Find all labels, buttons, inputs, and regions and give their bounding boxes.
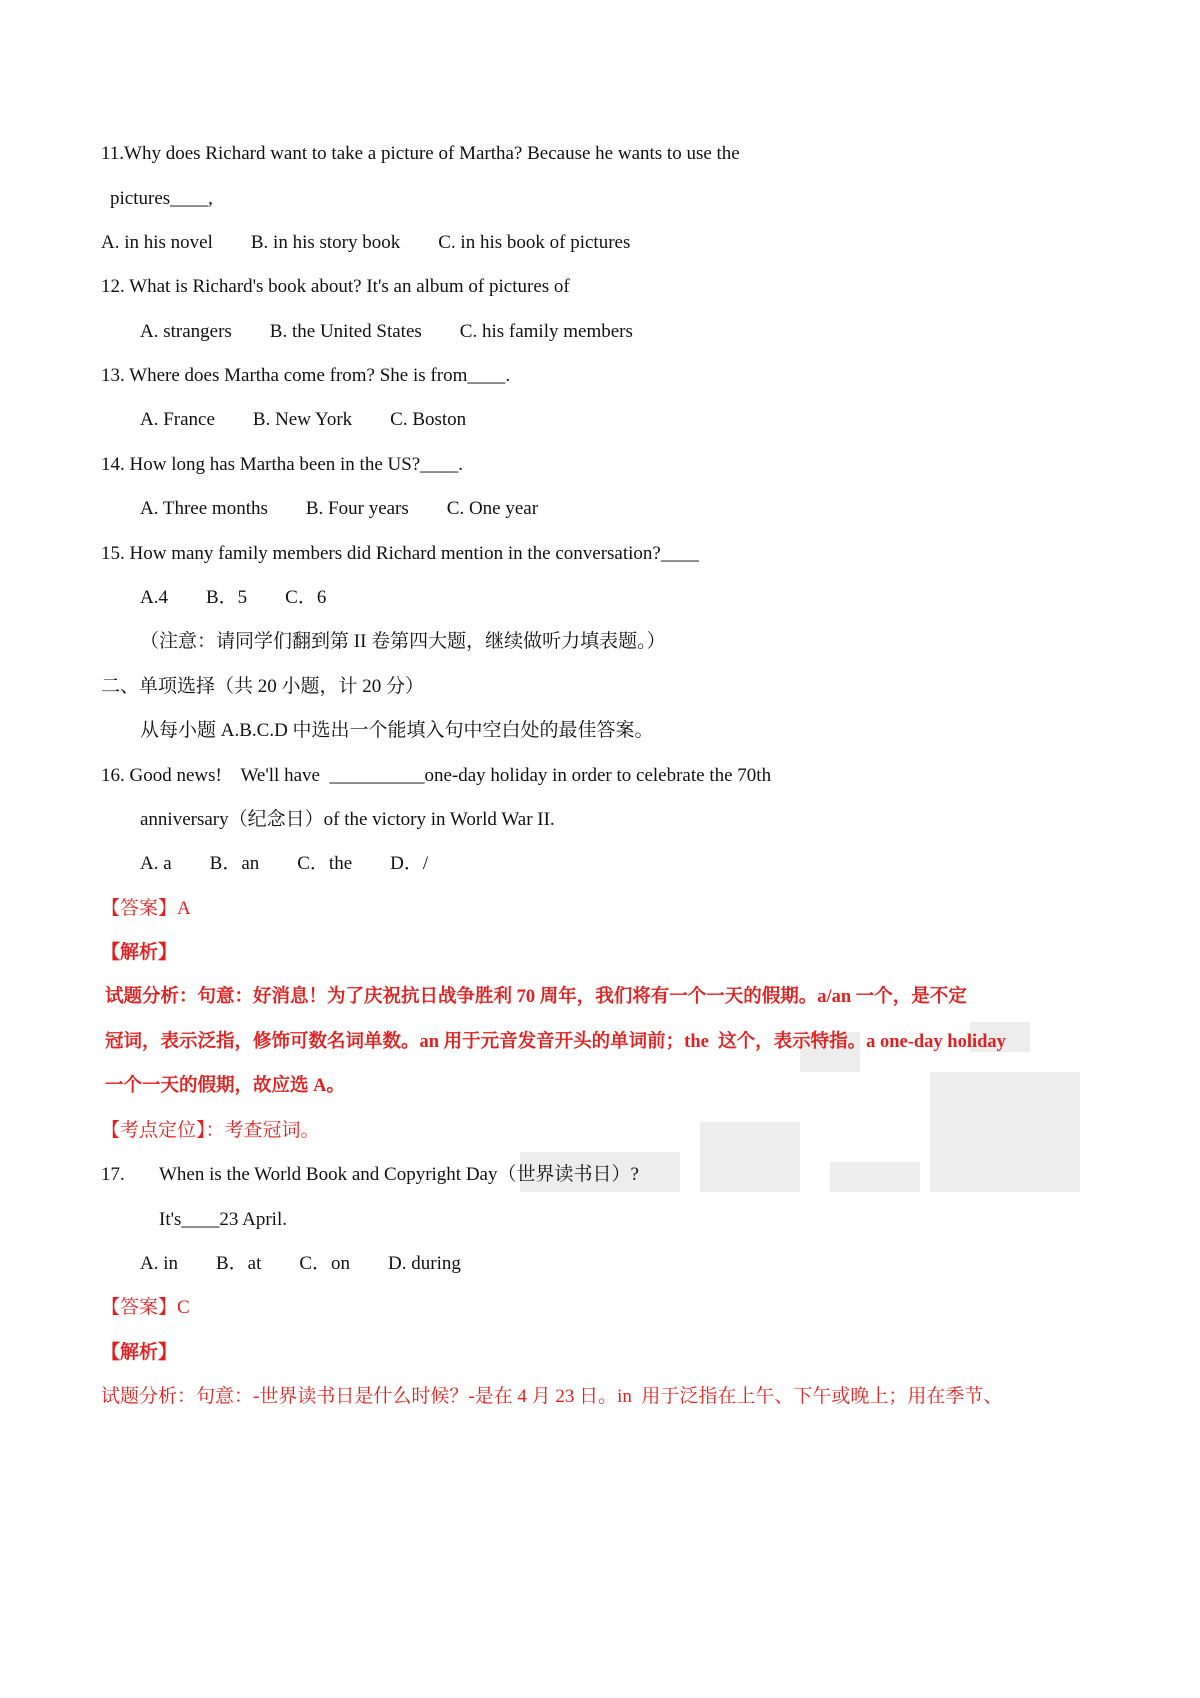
q16-question: 16. Good news! We'll have __________one-day holiday in order to celebrate the 70th <box>101 765 772 786</box>
q11-question-cont: pictures____, <box>110 188 213 209</box>
q17-question-cont: It's____23 April. <box>159 1209 287 1230</box>
q16-analysis-line1: 试题分析：句意：好消息！为了庆祝抗日战争胜利 70 周年，我们将有一个一天的假期。a/an 一个，是不定 <box>105 987 967 1007</box>
q17-answer: 【答案】C <box>101 1297 190 1318</box>
listening-note: （注意：请同学们翻到第 II 卷第四大题，继续做听力填表题。） <box>140 631 666 652</box>
section-title: 二、单项选择（共 20 小题，计 20 分） <box>101 676 425 697</box>
q14-options: A. Three months B. Four years C. One year <box>140 498 539 519</box>
q17-analysis-line1: 试题分析：句意：-世界读书日是什么时候？-是在 4 月 23 日。in 用于泛指在上午、下午或晚上；用在季节、 <box>101 1386 1003 1407</box>
q16-analysis-line2: 冠词，表示泛指，修饰可数名词单数。an 用于元音发音开头的单词前；the 这个，表示特指。a one-day holiday <box>105 1032 1006 1052</box>
q17-question: When is the World Book and Copyright Day（世界读书日）? <box>159 1164 639 1185</box>
q16-point: 【考点定位】：考查冠词。 <box>101 1120 320 1141</box>
q13-options: A. France B. New York C. Boston <box>140 409 467 430</box>
q16-question-cont: anniversary（纪念日）of the victory in World War II. <box>140 809 555 830</box>
q16-answer: 【答案】A <box>101 898 191 919</box>
q16-analysis-line3: 一个一天的假期，故应选 A。 <box>105 1076 345 1096</box>
q11-options: A. in his novel B. in his story book C. in his book of pictures <box>101 232 631 253</box>
q11-question: 11.Why does Richard want to take a picture of Martha? Because he wants to use the <box>101 143 740 164</box>
q12-question: 12. What is Richard's book about? It's an album of pictures of <box>101 276 570 297</box>
q13-question: 13. Where does Martha come from? She is from____. <box>101 365 511 386</box>
q16-analysis-label: 【解析】 <box>101 942 178 963</box>
q17-number: 17. <box>101 1164 125 1185</box>
q15-question: 15. How many family members did Richard mention in the conversation?____ <box>101 543 699 564</box>
q12-options: A. strangers B. the United States C. his family members <box>140 321 633 342</box>
q17-options: A. in B．at C．on D. during <box>140 1253 461 1274</box>
q16-options: A. a B．an C．the D．/ <box>140 853 429 874</box>
q14-question: 14. How long has Martha been in the US?____. <box>101 454 463 475</box>
q17-analysis-label: 【解析】 <box>101 1342 178 1363</box>
q15-options: A.4 B．5 C．6 <box>140 587 327 608</box>
section-instruction: 从每小题 A.B.C.D 中选出一个能填入句中空白处的最佳答案。 <box>140 720 654 741</box>
